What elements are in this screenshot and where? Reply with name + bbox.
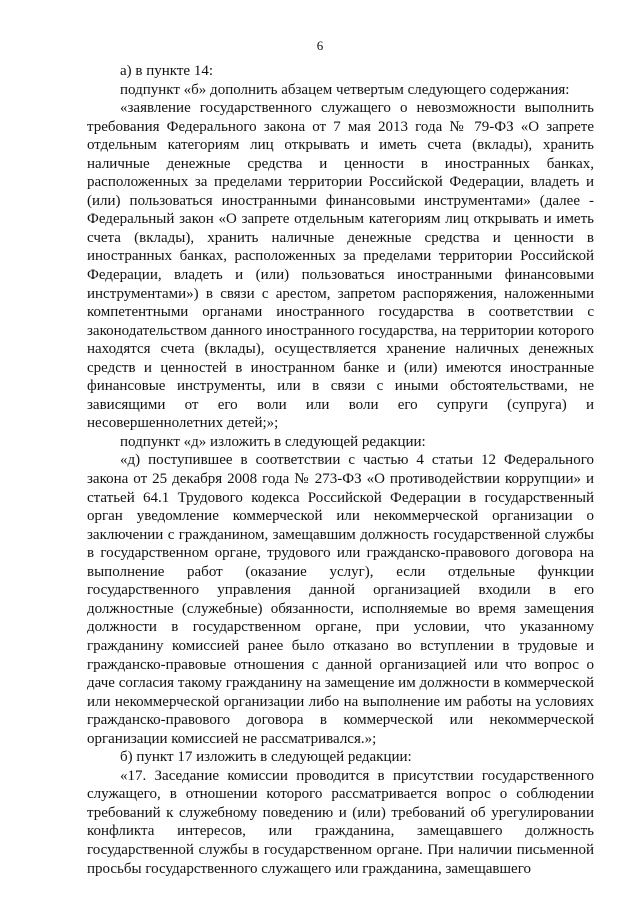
paragraph-item-b: б) пункт 17 изложить в следующей редакции: — [120, 749, 412, 766]
paragraph-subpoint-d-intro: подпункт «д» изложить в следующей редакции: — [120, 433, 426, 450]
paragraph-subpoint-d-text: «д) поступившее в соответствии с частью 4 статьи 12 Федерального закона от 25 декабря 2008 года № 273-ФЗ «О противодействии коррупции» и статьей 64.1 Трудового кодекса Российской Федерации в государственный орган уведомление коммерческой или некоммерческой организации о заключении с гражданином, замещавшим должность государственной службы в государственном органе, трудового или гражданско-правового договора на выполнение работ (оказание услуг), если отдельные функции государственного управления данной организацией входили в его должностные (служебные) обязанности, исполняемые во время замещения должности в государственном органе, при условии, что указанному гражданину комиссией ранее было отказано во вступлении в трудовые и гражданско-правовые отношения с данной организацией или что вопрос о даче согласия такому гражданину на замещение им должности в коммерческой или некоммерческой организации либо на выполнение им работы на условиях гражданско-правового договора в коммерческой или некоммерческой организации комиссией не рассматривался.»; — [87, 452, 594, 747]
document-body — [87, 62, 594, 878]
paragraph-point-17: «17. Заседание комиссии проводится в присутствии государственного служащего, в отношении которого рассматривается вопрос о соблюдении требований к служебному поведению и (или) требований об урегулировании конфликта интересов, или гражданина, замещавшего должность государственной службы в государственном органе. При наличии письменной просьбы государственного служащего или гражданина, замещавшего — [87, 767, 594, 877]
paragraph-item-a: а) в пункте 14: — [120, 63, 214, 79]
paragraph-subpoint-b-intro: подпункт «б» дополнить абзацем четвертым следующего содержания: — [120, 81, 570, 98]
page-number: 6 — [316, 38, 324, 53]
paragraph-statement-quote: «заявление государственного служащего о невозможности выполнить требования Федерального закона от 7 мая 2013 года № 79-ФЗ «О запрете отдельным категориям лиц открывать и иметь счета (вклады), хранить наличные денежные средства и ценности в иностранных банках, расположенных за пределами территории Российской Федерации, владеть и (или) пользоваться иностранными финансовыми инструментами» (далее - Федеральный закон «О запрете отдельным категориям лиц открывать и иметь счета (вклады), хранить наличные денежные средства и ценности в иностранных банках, расположенных за пределами территории Российской Федерации, владеть и (или) пользоваться иностранными финансовыми инструментами») в связи с арестом, запретом распоряжения, наложенными компетентными органами иностранного государства в соответствии с законодательством данного иностранного государства, на территории которого находятся счета (вклады), осуществляется хранение наличных денежных средств и ценностей в иностранном банке и (или) имеются иностранные финансовые инструменты, или в связи с иными обстоятельствами, не зависящими от его воли или воли его супруги (супруга) и несовершеннолетних детей;»; — [87, 100, 594, 432]
